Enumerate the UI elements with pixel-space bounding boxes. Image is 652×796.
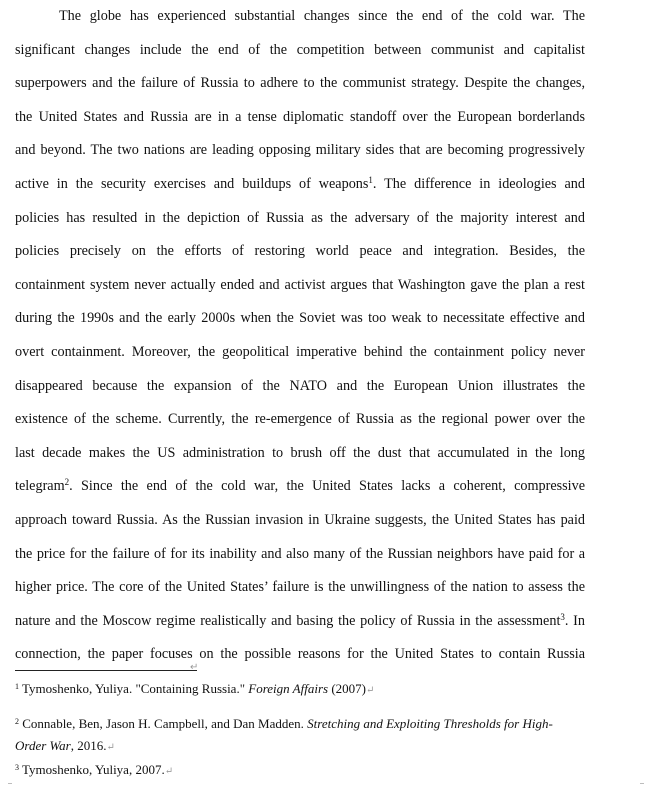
body-line: the price for the failure of for its inability and also many of the Russian neighbors have paid for a	[15, 545, 585, 562]
body-line: superpowers and the failure of Russia to adhere to the communist strategy. Despite the changes,	[15, 75, 585, 92]
footnote-text: Tymoshenko, Yuliya, 2007.	[19, 762, 165, 777]
body-line: disappeared because the expansion of the NATO and the European Union illustrates the	[15, 377, 585, 394]
footnote-text: (2007)	[328, 681, 366, 696]
footnote-number: 2	[15, 717, 19, 726]
page-corner-mark	[8, 783, 12, 790]
body-line	[15, 470, 585, 504]
page-corner-mark	[640, 783, 644, 790]
body-text: . Since the end of the cold war, the United States lacks a coherent, compressive	[69, 478, 585, 495]
footnote-text: Tymoshenko, Yuliya. "Containing Russia."	[19, 681, 249, 696]
paragraph-mark-icon: ↵	[366, 685, 375, 696]
body-paragraph	[15, 0, 585, 672]
paragraph-mark-icon: ↵	[106, 742, 115, 753]
footnote-separator	[15, 670, 197, 671]
body-text: . The difference in ideologies and	[372, 175, 585, 192]
body-line	[15, 605, 585, 639]
paragraph-mark-icon: ↵	[190, 662, 199, 673]
body-line: during the 1990s and the early 2000s when the Soviet was too weak to necessitate effective and	[15, 310, 585, 327]
footnote-number: 3	[15, 763, 19, 772]
footnote-italic-title: Foreign Affairs	[248, 681, 329, 696]
body-line: approach toward Russia. As the Russian invasion in Ukraine suggests, the United States has paid	[15, 511, 585, 528]
body-line: and beyond. The two nations are leading opposing military sides that are becoming progressively	[15, 142, 585, 159]
body-line: connection, the paper focuses on the possible reasons for the United States to contain Russia	[15, 646, 585, 663]
body-line: The globe has experienced substantial changes since the end of the cold war. The	[59, 8, 585, 24]
footnote-number: 1	[15, 682, 19, 691]
body-text: nature and the Moscow regime realistically and basing the policy of Russia in the assessment	[15, 612, 561, 629]
body-line: existence of the scheme. Currently, the re-emergence of Russia as the regional power over the	[15, 411, 585, 428]
body-line: the United States and Russia are in a tense diplomatic standoff over the European borderlands	[15, 108, 585, 125]
footnote-text: , 2016.	[70, 738, 107, 753]
body-line: policies has resulted in the depiction of Russia as the adversary of the majority interest and	[15, 209, 585, 226]
footnote-italic-title: Order War	[15, 738, 71, 753]
body-line: overt containment. Moreover, the geopolitical imperative behind the containment policy never	[15, 343, 585, 360]
footnote-ref-2[interactable]: 2	[64, 477, 70, 488]
body-line: higher price. The core of the United States’ failure is the unwillingness of the nation to assess the	[15, 579, 585, 596]
footnote-3	[15, 759, 590, 783]
footnote-ref-1[interactable]: 1	[368, 174, 373, 185]
footnote-1	[15, 678, 590, 702]
body-text: telegram	[15, 478, 65, 495]
body-line: containment system never actually ended and activist argues that Washington gave the plan a rest	[15, 276, 585, 293]
body-text: active in the security exercises and buildups of weapons	[15, 175, 369, 192]
footnote-2	[15, 713, 590, 759]
body-line	[15, 168, 585, 202]
footnote-text: Connable, Ben, Jason H. Campbell, and Dan Madden.	[19, 716, 308, 731]
body-line: policies precisely on the efforts of restoring world peace and integration. Besides, the	[15, 243, 585, 260]
footnote-italic-title: Stretching and Exploiting Thresholds for High-	[307, 716, 553, 731]
body-text: . In	[564, 612, 585, 629]
paragraph-mark-icon: ↵	[164, 766, 174, 777]
body-line: significant changes include the end of the competition between communist and capitalist	[15, 41, 585, 58]
body-line: last decade makes the US administration to brush off the dust that accumulated in the long	[15, 444, 585, 461]
footnote-ref-3[interactable]: 3	[560, 611, 565, 622]
